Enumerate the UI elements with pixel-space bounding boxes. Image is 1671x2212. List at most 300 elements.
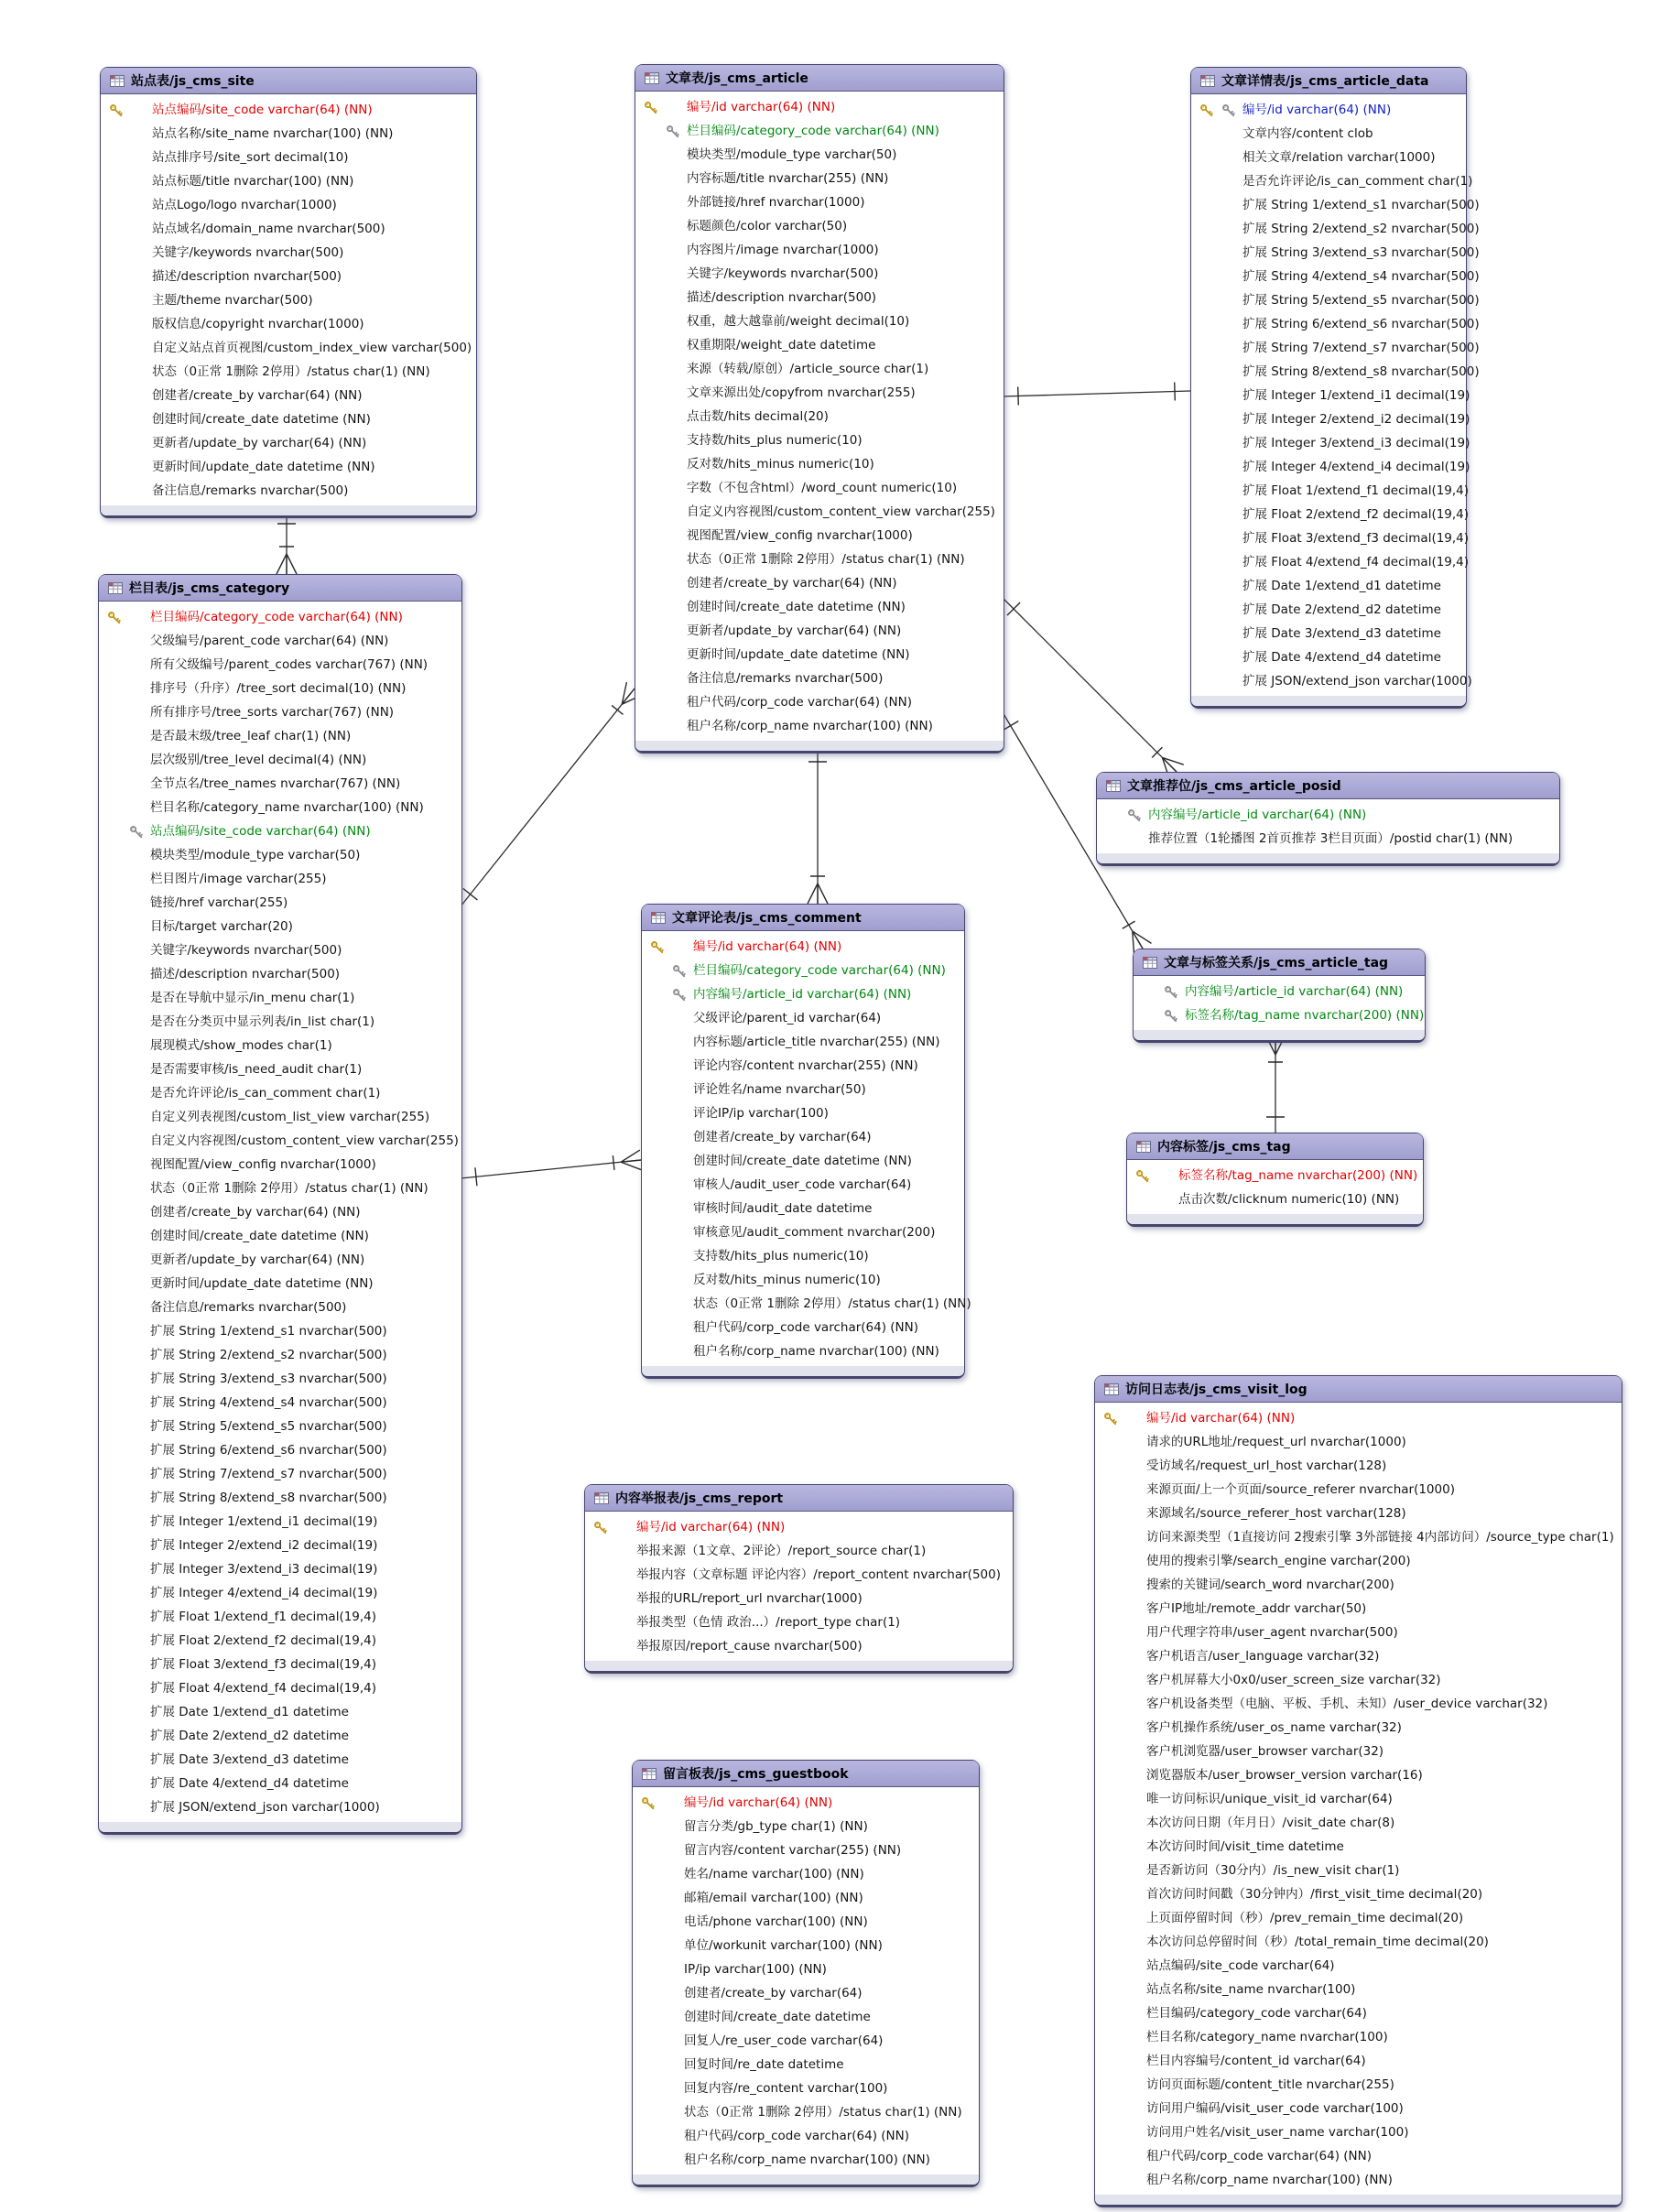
primary-key-icon (1103, 1411, 1118, 1426)
field-row[interactable] (1095, 2144, 1622, 2168)
field-row[interactable] (633, 1886, 979, 1910)
field-label: 是否允许评论/is_can_comment char(1) (150, 1086, 381, 1101)
field-row[interactable] (642, 1339, 964, 1363)
field-row-primary-key[interactable] (635, 95, 1004, 119)
table-field-list (1134, 976, 1425, 1027)
field-row[interactable] (642, 1125, 964, 1149)
field-row[interactable] (642, 1173, 964, 1197)
field-label: 标签名称/tag_name nvarchar(200) (NN) (1185, 1008, 1425, 1023)
table-header[interactable] (1191, 68, 1466, 94)
field-row[interactable] (101, 336, 476, 360)
foreign-key-icon (1127, 808, 1142, 822)
field-row[interactable] (1095, 1882, 1622, 1906)
field-row[interactable] (633, 1862, 979, 1886)
field-label: 模块类型/module_type varchar(50) (150, 848, 361, 862)
field-row[interactable] (99, 1272, 461, 1296)
field-row[interactable] (101, 455, 476, 479)
field-row[interactable] (1095, 1502, 1622, 1525)
field-row[interactable] (635, 476, 1004, 500)
field-row[interactable] (1191, 217, 1480, 241)
field-row[interactable] (99, 1176, 461, 1200)
field-row[interactable] (99, 1129, 461, 1153)
field-row[interactable] (1191, 169, 1473, 193)
field-label: 扩展 String 1/extend_s1 nvarchar(500) (150, 1324, 387, 1339)
field-label: 评论内容/content nvarchar(255) (NN) (693, 1058, 918, 1073)
field-row[interactable] (1191, 146, 1466, 169)
table-field-list (1127, 1160, 1423, 1211)
field-row[interactable] (642, 1054, 964, 1078)
field-row[interactable] (635, 500, 1004, 524)
field-row[interactable] (99, 1557, 461, 1581)
field-row[interactable] (1095, 1763, 1622, 1787)
field-label: 回复时间/re_date datetime (684, 2057, 844, 2072)
field-row[interactable] (642, 1292, 971, 1316)
field-label: 邮箱/email varchar(100) (NN) (684, 1891, 863, 1905)
field-row[interactable] (99, 1748, 461, 1772)
field-row[interactable] (1097, 827, 1559, 851)
field-row[interactable] (585, 1563, 1013, 1587)
field-row[interactable] (633, 1838, 979, 1862)
field-row[interactable] (99, 1010, 461, 1034)
field-row[interactable] (642, 1220, 964, 1244)
field-label: 扩展 String 7/extend_s7 nvarchar(500) (150, 1467, 387, 1481)
field-row[interactable] (585, 1539, 1013, 1563)
field-row-primary-foreign-key[interactable] (1191, 98, 1466, 122)
table-header[interactable] (633, 1761, 979, 1787)
table-header[interactable] (1097, 773, 1559, 799)
field-label: 来源（转载/原创）/article_source char(1) (687, 362, 929, 376)
field-label: 客户机语言/user_language varchar(32) (1146, 1649, 1380, 1664)
table-footer (642, 1366, 964, 1376)
field-label: 扩展 Date 2/extend_d2 datetime (1242, 602, 1441, 617)
field-row[interactable] (635, 333, 1004, 357)
field-row[interactable] (99, 1605, 461, 1629)
table-header[interactable] (101, 68, 476, 94)
field-label: 文章来源出处/copyfrom nvarchar(255) (687, 385, 916, 400)
field-row[interactable] (1191, 598, 1466, 622)
field-label: 受访域名/request_url_host varchar(128) (1146, 1458, 1387, 1473)
field-row[interactable] (635, 690, 1004, 714)
field-row[interactable] (1095, 1692, 1622, 1716)
field-row[interactable] (635, 357, 1004, 381)
field-row[interactable] (635, 190, 1004, 214)
table-js_cms_visit_log[interactable] (1094, 1375, 1622, 2207)
field-row[interactable] (585, 1587, 1013, 1610)
relationship-line-category-comment[interactable] (461, 1160, 641, 1178)
field-row[interactable] (99, 653, 461, 677)
field-label: 状态（0正常 1删除 2停用）/status char(1) (NN) (152, 364, 430, 379)
field-row[interactable] (635, 524, 1004, 548)
field-row[interactable] (99, 1296, 461, 1319)
field-row[interactable] (101, 312, 476, 336)
field-row-foreign-key[interactable] (642, 982, 964, 1006)
field-row[interactable] (1191, 384, 1470, 407)
field-row[interactable] (633, 2029, 979, 2053)
field-row[interactable] (99, 1510, 461, 1534)
field-row[interactable] (635, 262, 1004, 286)
field-row[interactable] (633, 1957, 979, 1981)
field-label: 唯一访问标识/unique_visit_id varchar(64) (1146, 1792, 1393, 1806)
table-header[interactable] (585, 1485, 1013, 1512)
field-row[interactable] (635, 286, 1004, 309)
table-footer (1134, 1030, 1425, 1040)
field-row[interactable] (101, 146, 476, 169)
field-row[interactable] (635, 619, 1004, 643)
field-row[interactable] (99, 1415, 461, 1438)
field-row[interactable] (1095, 1954, 1622, 1978)
field-row[interactable] (101, 265, 476, 288)
field-label: 姓名/name varchar(100) (NN) (684, 1867, 864, 1881)
field-row[interactable] (1095, 1454, 1622, 1478)
field-row[interactable] (642, 1101, 964, 1125)
field-row[interactable] (99, 700, 461, 724)
field-row[interactable] (99, 1391, 461, 1415)
field-row-primary-key[interactable] (633, 1791, 979, 1815)
field-row[interactable] (635, 571, 1004, 595)
field-row[interactable] (99, 1057, 461, 1081)
field-label: 租户名称/corp_name nvarchar(100) (NN) (684, 2152, 930, 2167)
field-label: 扩展 Integer 3/extend_i3 decimal(19) (150, 1562, 378, 1577)
field-row[interactable] (99, 1629, 461, 1653)
field-row-foreign-key[interactable] (642, 959, 964, 982)
field-label: 举报来源（1文章、2评论）/report_source char(1) (636, 1544, 927, 1558)
field-row-primary-key[interactable] (642, 935, 964, 959)
field-label: 举报内容（文章标题 评论内容）/report_content nvarchar(500) (636, 1567, 1001, 1582)
table-title: 站点表/js_cms_site (131, 74, 255, 89)
field-row[interactable] (635, 428, 1004, 452)
field-row-foreign-key[interactable] (1134, 1003, 1425, 1027)
field-row[interactable] (1191, 288, 1480, 312)
table-header[interactable] (1134, 949, 1425, 976)
field-label: 是否最末级/tree_leaf char(1) (NN) (150, 729, 352, 743)
field-row[interactable] (99, 1200, 461, 1224)
field-label: 关键字/keywords nvarchar(500) (150, 943, 342, 958)
field-row[interactable] (1095, 1930, 1622, 1954)
table-title: 访问日志表/js_cms_visit_log (1125, 1382, 1308, 1397)
table-js_cms_article_data[interactable] (1190, 67, 1480, 709)
field-label: 使用的搜索引擎/search_engine varchar(200) (1146, 1554, 1411, 1568)
field-row[interactable] (99, 1319, 461, 1343)
field-row[interactable] (642, 1268, 964, 1292)
field-row[interactable] (99, 1676, 461, 1700)
table-js_cms_tag[interactable] (1126, 1133, 1424, 1227)
field-row[interactable] (99, 1795, 461, 1819)
field-label: 更新时间/update_date datetime (NN) (150, 1276, 374, 1291)
field-row[interactable] (1191, 622, 1466, 645)
field-row[interactable] (635, 643, 1004, 667)
field-label: 编号/id varchar(64) (NN) (687, 100, 836, 114)
field-row[interactable] (642, 1006, 964, 1030)
field-row[interactable] (1191, 669, 1472, 693)
field-row[interactable] (642, 1078, 964, 1101)
field-row-primary-key[interactable] (585, 1515, 1013, 1539)
field-row[interactable] (99, 772, 461, 796)
field-label: 内容图片/image nvarchar(1000) (687, 243, 879, 257)
field-row[interactable] (635, 548, 1004, 571)
table-title: 栏目表/js_cms_category (129, 581, 290, 596)
field-row[interactable] (1095, 2073, 1622, 2097)
field-row[interactable] (99, 1724, 461, 1748)
field-row[interactable] (1095, 1430, 1622, 1454)
table-field-list (1097, 799, 1559, 851)
field-row[interactable] (1095, 1478, 1622, 1502)
field-row[interactable] (635, 595, 1004, 619)
field-label: 审核时间/audit_date datetime (693, 1201, 873, 1216)
field-row[interactable] (642, 1197, 964, 1220)
table-header[interactable] (1127, 1133, 1423, 1160)
field-row[interactable] (1191, 574, 1466, 598)
table-js_cms_report[interactable] (584, 1484, 1014, 1674)
field-row[interactable] (99, 1772, 461, 1795)
field-label: 审核意见/audit_comment nvarchar(200) (693, 1225, 936, 1240)
field-row[interactable] (101, 241, 476, 265)
table-header[interactable] (99, 575, 461, 602)
field-row[interactable] (1095, 1740, 1622, 1763)
field-row[interactable] (642, 1316, 964, 1339)
field-label: 层次级别/tree_level decimal(4) (NN) (150, 753, 367, 767)
table-js_cms_category[interactable] (98, 574, 462, 1835)
field-label: 扩展 String 4/extend_s4 nvarchar(500) (1242, 269, 1480, 284)
field-row[interactable] (1095, 1573, 1622, 1597)
field-row[interactable] (1095, 1787, 1622, 1811)
field-label: 自定义内容视图/custom_content_view varchar(255) (150, 1133, 459, 1148)
field-row[interactable] (101, 431, 476, 455)
field-label: 创建者/create_by varchar(64) (693, 1130, 872, 1144)
field-label: 客户机屏幕大小0x0/user_screen_size varchar(32) (1146, 1673, 1441, 1687)
field-row-primary-key[interactable] (1127, 1164, 1423, 1187)
field-row[interactable] (1191, 550, 1470, 574)
field-row[interactable] (101, 288, 476, 312)
field-label: 关键字/keywords nvarchar(500) (152, 245, 344, 260)
field-label: 编号/id varchar(64) (NN) (1146, 1411, 1296, 1426)
table-header[interactable] (635, 65, 1004, 92)
field-label: 回复人/re_user_code varchar(64) (684, 2033, 884, 2048)
field-row[interactable] (635, 714, 1004, 738)
field-row[interactable] (635, 167, 1004, 190)
field-row[interactable] (1095, 1716, 1622, 1740)
field-row[interactable] (99, 1438, 461, 1462)
field-row[interactable] (1095, 1906, 1622, 1930)
field-row[interactable] (1191, 336, 1480, 360)
field-row-foreign-key[interactable] (99, 819, 461, 843)
field-row[interactable] (99, 1153, 461, 1176)
table-footer (99, 1822, 461, 1832)
field-row[interactable] (633, 2053, 979, 2076)
field-row[interactable] (99, 629, 461, 653)
field-label: 扩展 String 3/extend_s3 nvarchar(500) (1242, 245, 1480, 260)
table-js_cms_article[interactable] (635, 64, 1004, 754)
table-js_cms_article_tag[interactable] (1133, 949, 1426, 1043)
field-label: 扩展 Integer 2/extend_i2 decimal(19) (150, 1538, 378, 1553)
field-row[interactable] (101, 122, 476, 146)
field-row[interactable] (642, 1149, 964, 1173)
table-footer (1097, 853, 1559, 863)
field-row[interactable] (99, 867, 461, 891)
field-label: 请求的URL地址/request_url nvarchar(1000) (1146, 1435, 1406, 1449)
field-row[interactable] (101, 384, 476, 407)
field-row[interactable] (1191, 241, 1480, 265)
field-row[interactable] (99, 748, 461, 772)
field-row[interactable] (642, 1030, 964, 1054)
field-row[interactable] (99, 986, 461, 1010)
field-row[interactable] (99, 938, 461, 962)
field-row[interactable] (99, 677, 461, 700)
field-row[interactable] (633, 1815, 979, 1838)
relationship-line-category-article[interactable] (461, 689, 635, 906)
field-row[interactable] (99, 1486, 461, 1510)
field-row[interactable] (633, 2005, 979, 2029)
foreign-key-icon (129, 824, 144, 839)
field-label: 标题颜色/color varchar(50) (687, 219, 848, 233)
field-row[interactable] (99, 1581, 461, 1605)
field-row[interactable] (633, 2148, 979, 2172)
field-row[interactable] (1095, 1668, 1622, 1692)
field-row[interactable] (99, 843, 461, 867)
field-row[interactable] (1191, 360, 1480, 384)
field-row[interactable] (635, 405, 1004, 428)
field-label: 留言分类/gb_type char(1) (NN) (684, 1819, 868, 1834)
field-row[interactable] (101, 217, 476, 241)
field-row[interactable] (99, 1700, 461, 1724)
field-row[interactable] (99, 1653, 461, 1676)
field-row[interactable] (1191, 312, 1480, 336)
field-label: 租户代码/corp_code varchar(64) (NN) (687, 695, 912, 710)
field-row[interactable] (1095, 1621, 1622, 1644)
field-label: 租户名称/corp_name nvarchar(100) (NN) (687, 719, 933, 733)
field-row[interactable] (635, 309, 1004, 333)
primary-key-icon (593, 1520, 608, 1534)
table-footer (633, 2174, 979, 2185)
field-row[interactable] (642, 1244, 964, 1268)
field-row[interactable] (1095, 2168, 1622, 2192)
field-label: 站点编码/site_code varchar(64) (NN) (150, 824, 371, 839)
field-label: 编号/id varchar(64) (NN) (693, 939, 842, 954)
field-row-foreign-key[interactable] (1097, 803, 1559, 827)
field-row[interactable] (1095, 2120, 1622, 2144)
field-row[interactable] (1191, 122, 1466, 146)
field-label: 创建者/create_by varchar(64) (NN) (687, 576, 897, 591)
field-label: 创建者/create_by varchar(64) (NN) (152, 388, 363, 403)
field-row[interactable] (101, 193, 476, 217)
field-row[interactable] (1191, 645, 1466, 669)
field-row[interactable] (1095, 1978, 1622, 2001)
field-row[interactable] (635, 143, 1004, 167)
primary-key-icon (107, 610, 122, 624)
field-row[interactable] (1095, 2097, 1622, 2120)
field-row[interactable] (1095, 2049, 1622, 2073)
field-row[interactable] (1095, 1597, 1622, 1621)
field-label: 扩展 JSON/extend_json varchar(1000) (150, 1800, 380, 1815)
field-row[interactable] (101, 479, 476, 503)
field-row[interactable] (1095, 1644, 1622, 1668)
field-row[interactable] (1191, 407, 1470, 431)
field-row[interactable] (633, 1934, 979, 1957)
table-header[interactable] (1095, 1376, 1622, 1403)
field-row[interactable] (1095, 2001, 1622, 2025)
field-row-primary-key[interactable] (101, 98, 476, 122)
field-row[interactable] (99, 1034, 461, 1057)
field-row[interactable] (99, 1105, 461, 1129)
field-row[interactable] (99, 1534, 461, 1557)
field-label: 权重期限/weight_date datetime (687, 338, 876, 352)
field-row[interactable] (633, 2100, 979, 2124)
field-row-primary-key[interactable] (99, 605, 461, 629)
relationship-line-article-article_posid[interactable] (1003, 598, 1177, 772)
field-row[interactable] (633, 1910, 979, 1934)
field-label: 扩展 String 8/extend_s8 nvarchar(500) (150, 1491, 387, 1505)
field-row[interactable] (1191, 455, 1470, 479)
relationship-line-article-article_data[interactable] (1003, 391, 1190, 396)
field-row[interactable] (635, 238, 1004, 262)
field-row[interactable] (1095, 1835, 1622, 1859)
field-row[interactable] (1095, 1859, 1622, 1882)
field-label: 扩展 String 1/extend_s1 nvarchar(500) (1242, 198, 1480, 212)
field-row[interactable] (1095, 1525, 1622, 1549)
table-header[interactable] (642, 905, 964, 931)
field-row[interactable] (585, 1610, 1013, 1634)
field-row[interactable] (99, 1224, 461, 1248)
table-js_cms_comment[interactable] (641, 904, 971, 1379)
field-row[interactable] (635, 214, 1004, 238)
field-row-foreign-key[interactable] (1134, 980, 1425, 1003)
field-row[interactable] (99, 796, 461, 819)
field-row[interactable] (1191, 526, 1470, 550)
table-title: 内容举报表/js_cms_report (615, 1491, 784, 1506)
field-row[interactable] (99, 1462, 461, 1486)
table-title: 留言板表/js_cms_guestbook (663, 1767, 849, 1782)
field-row[interactable] (99, 1367, 461, 1391)
field-row[interactable] (1095, 1549, 1622, 1573)
field-row[interactable] (635, 667, 1004, 690)
field-row[interactable] (99, 915, 461, 938)
field-row[interactable] (633, 1981, 979, 2005)
field-label: 扩展 String 3/extend_s3 nvarchar(500) (150, 1372, 387, 1386)
field-row[interactable] (1191, 503, 1470, 526)
field-row[interactable] (99, 1248, 461, 1272)
field-row[interactable] (1191, 479, 1470, 503)
field-row-foreign-key[interactable] (635, 119, 1004, 143)
field-row[interactable] (585, 1634, 1013, 1658)
field-row[interactable] (635, 452, 1004, 476)
table-title: 文章详情表/js_cms_article_data (1221, 74, 1429, 89)
field-row[interactable] (1191, 265, 1480, 288)
field-label: 留言内容/content varchar(255) (NN) (684, 1843, 902, 1858)
field-row[interactable] (99, 1081, 461, 1105)
field-row[interactable] (1191, 193, 1480, 217)
field-row[interactable] (635, 381, 1004, 405)
table-js_cms_site[interactable] (100, 67, 477, 518)
field-label: 父级评论/parent_id varchar(64) (693, 1011, 882, 1025)
field-row[interactable] (99, 962, 461, 986)
field-row[interactable] (99, 1343, 461, 1367)
field-row[interactable] (633, 2124, 979, 2148)
table-js_cms_article_posid[interactable] (1096, 772, 1560, 866)
field-row[interactable] (101, 169, 476, 193)
field-row[interactable] (1127, 1187, 1423, 1211)
table-js_cms_guestbook[interactable] (632, 1760, 980, 2187)
field-row-primary-key[interactable] (1095, 1406, 1622, 1430)
field-label: 自定义内容视图/custom_content_view varchar(255) (687, 504, 995, 519)
field-row[interactable] (633, 2076, 979, 2100)
field-row[interactable] (99, 724, 461, 748)
field-row[interactable] (101, 407, 476, 431)
field-row[interactable] (99, 891, 461, 915)
field-row[interactable] (1095, 2025, 1622, 2049)
field-row[interactable] (1191, 431, 1470, 455)
field-row[interactable] (101, 360, 476, 384)
field-row[interactable] (1095, 1811, 1622, 1835)
field-label: 扩展 Date 4/extend_d4 datetime (1242, 650, 1441, 665)
